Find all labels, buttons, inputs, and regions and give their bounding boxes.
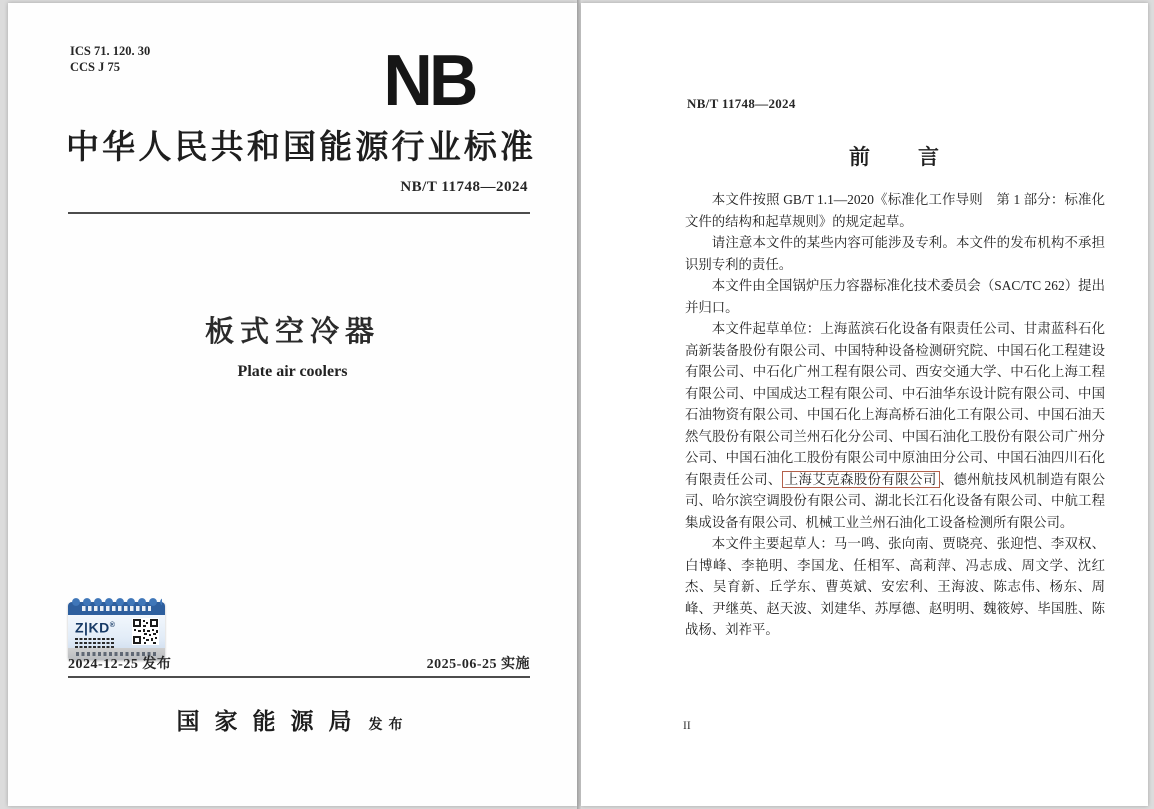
document-title-cn: 板式空冷器 (204, 316, 380, 348)
drafting-units-after: 、德州航技风机制造有限公司、哈尔滨空调股份有限公司、湖北长江石化设备有限公司、中航工程集成设备有限公司、机械工业兰州石油化工设备检测所有限公司。 (685, 471, 1106, 530)
standard-class-title: 中华人民共和国能源行业标准 (66, 130, 534, 166)
issuer-line (8, 703, 577, 736)
drafting-unit-highlight: 上海艾克森股份有限公司 (782, 471, 940, 488)
page-header-standard-number: NB/T 11748—2024 (687, 96, 796, 111)
page-number: II (683, 720, 691, 732)
issuing-authority: 国家能源局 (176, 709, 367, 734)
stamp-logo: Z|KD® (75, 619, 116, 636)
implementation-date: 2025-06-25 实施 (426, 657, 530, 672)
registered-trademark-icon: ® (109, 622, 116, 629)
foreword-heading: 前 言 (849, 145, 941, 169)
nb-standard-logo: NB (383, 41, 475, 121)
ccs-code: CCS J 75 (70, 60, 121, 74)
ics-code: ICS 71. 120. 30 (70, 44, 151, 58)
standard-number: NB/T 11748—2024 (400, 179, 528, 195)
stamp-microtext (75, 638, 115, 649)
publish-label: 发布 (368, 718, 409, 733)
classification-codes (70, 43, 150, 75)
drafting-units-before: 本文件起草单位：上海蓝滨石化设备有限责任公司、甘肃蓝科石化高新装备股份有限公司、中国特种设备检测研究院、中国石化工程建设有限公司、中石化广州工程有限公司、西安交通大学、中石化上海工程有限公司、中国成达工程有限公司、中石油华东设计院有限公司、中国石油物资有限公司、中国石化上海高桥石油化工有限公司、中国石油天然气股份有限公司兰州石化分公司、中国石油化工股份有限公司广州分公司、中国石油化工股份有限公司中原油田分公司、中国石油四川石化有限责任公司、 (685, 321, 1105, 487)
foreword-body (685, 189, 1105, 641)
stamp-body (68, 615, 165, 648)
document-title-en: Plate air coolers (237, 363, 348, 380)
anti-counterfeit-stamp (68, 602, 165, 660)
paragraph-drafting-units (685, 318, 1105, 533)
footer-rule (68, 676, 530, 678)
paragraph-drafting-rules: 本文件按照 GB/T 1.1—2020《标准化工作导则 第 1 部分：标准化文件的结构和起草规则》的规定起草。 (685, 192, 1105, 229)
qr-code-icon (132, 618, 159, 645)
paragraph-committee: 本文件由全国锅炉压力容器标准化技术委员会（SAC/TC 262）提出并归口。 (685, 278, 1105, 315)
issue-date: 2024-12-25 发布 (68, 657, 172, 672)
cover-page (8, 3, 577, 806)
header-rule (68, 212, 530, 214)
paragraph-patent-notice: 请注意本文件的某些内容可能涉及专利。本文件的发布机构不承担识别专利的责任。 (685, 235, 1105, 272)
foreword-page (581, 3, 1148, 806)
paragraph-drafters: 本文件主要起草人：马一鸣、张向南、贾晓亮、张迎恺、李双权、白博峰、李艳明、李国龙、任相军、高莉萍、冯志成、周文学、沈红杰、吴育新、丘学东、曹英斌、安宏利、王海波、陈志伟、杨东、周峰、尹继英、赵天波、刘建华、苏厚德、赵明明、魏筱婷、毕国胜、陈战杨、刘祚平。 (685, 536, 1105, 637)
stamp-scallop-band (68, 602, 165, 615)
